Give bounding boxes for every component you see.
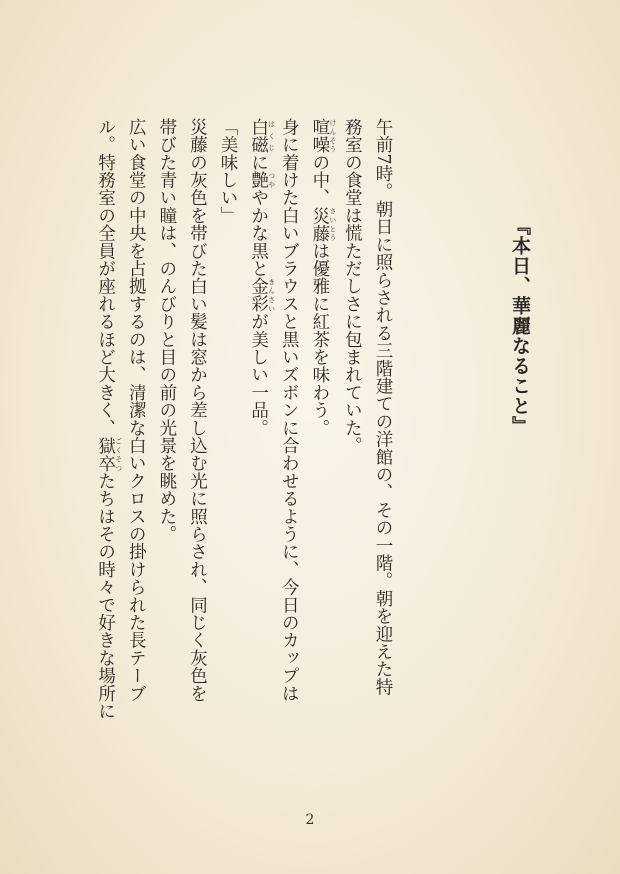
page-number: 2 [305,812,315,828]
text-run: ル。特務室の全員が座れるほど大きく、 [95,118,116,437]
text-run: に [248,153,269,172]
body-text [90,118,398,778]
ruby-word: 喧噪 けんそう [309,118,337,154]
paragraph [151,118,212,778]
text-run: 広い食堂の中央を占拠するのは、清潔な白いクロスの掛けられた長テーブ [126,118,147,703]
paragraph [243,118,304,778]
paragraph [90,118,151,778]
text-run: が美しい一品。 [248,312,269,437]
chapter-title: 『本日、華麗なること』 [509,216,531,436]
text-run: 災藤の灰色を帯びた白い髪は窓から差し込む光に照らされ、同じく灰色を [187,118,208,703]
ruby-word: 獄卒 ごくそつ [95,436,123,473]
text-run: 「美味しい」 [218,118,239,225]
text-run: 帯びた青い瞳は、のんびりと目の前の光景を眺めた。 [156,118,177,543]
paragraph [212,118,243,778]
ruby-word: 白磁 はくじ [248,118,276,154]
text-run: たちはその時々で好きな場所に [95,472,116,720]
text-run: 務室の食堂は慌ただしさに包まれていた。 [342,118,363,455]
ruby-word: 災藤 さいとう [309,206,337,242]
text-run: 身に着けた白いブラウスと黒いズボンに合わせるように、今日のカップは [279,118,300,703]
paragraph [337,118,398,778]
text-run: 午前7時。朝日に照らされる三階建ての洋館の、その一階。朝を迎えた特 [373,118,393,696]
text-run: は優雅に紅茶を味わう。 [309,241,330,437]
paragraph [304,118,337,778]
ruby-word: 金彩 きんさい [248,277,276,313]
ruby-word: 艶 つや [248,171,276,189]
text-run: の中、 [309,153,330,207]
text-run: やかな黒と [248,188,269,278]
